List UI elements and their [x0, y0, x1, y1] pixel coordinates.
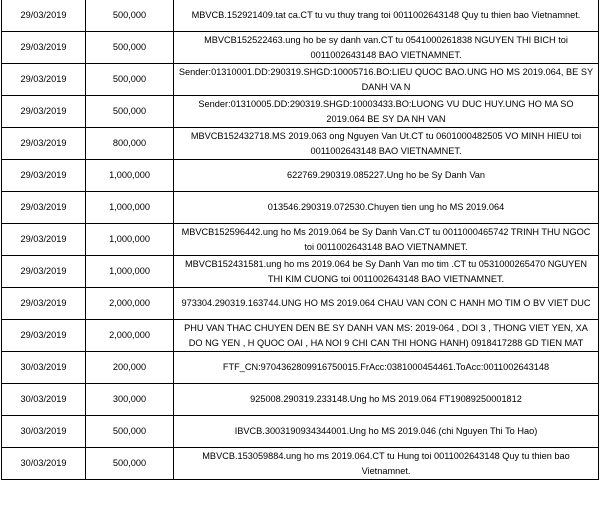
date-cell: 29/03/2019 — [2, 96, 86, 128]
table-row — [2, 416, 599, 448]
date-cell: 29/03/2019 — [2, 32, 86, 64]
description-cell: 925008.290319.233148.Ung ho MS 2019.064 FT19089250001812 — [174, 384, 599, 416]
table-row — [2, 128, 599, 160]
date-cell: 29/03/2019 — [2, 192, 86, 224]
description-cell: MBVCB152431581.ung ho ms 2019.064 be Sy Danh Van mo tim .CT tu 0531000265470 NGUYEN THI KIM CUONG toi 0011002643148 BAO VIETNAMNET. — [174, 256, 599, 288]
description-cell: Sender:01310001.DD:290319.SHGD:10005716.BO:LIEU QUOC BAO.UNG HO MS 2019.064, BE SY DANH VA N — [174, 64, 599, 96]
description-cell: 973304.290319.163744.UNG HO MS 2019.064 CHAU VAN CON C HANH MO TIM O BV VIET DUC — [174, 288, 599, 320]
amount-cell: 500,000 — [86, 64, 174, 96]
amount-cell: 1,000,000 — [86, 192, 174, 224]
table-row — [2, 0, 599, 32]
amount-cell: 500,000 — [86, 32, 174, 64]
date-cell: 29/03/2019 — [2, 0, 86, 32]
amount-cell: 1,000,000 — [86, 256, 174, 288]
description-cell: Sender:01310005.DD:290319.SHGD:10003433.BO:LUONG VU DUC HUY.UNG HO MA SO 2019.064 BE SY DA NH VAN — [174, 96, 599, 128]
description-cell: FTF_CN:9704362809916750015.FrAcc:0381000454461.ToAcc:0011002643148 — [174, 352, 599, 384]
table-row — [2, 96, 599, 128]
description-cell: MBVCB.152921409.tat ca.CT tu vu thuy trang toi 0011002643148 Quy tu thien bao Vietnamnet. — [174, 0, 599, 32]
table-row — [2, 448, 599, 480]
description-cell: MBVCB.153059884.ung ho ms 2019.064.CT tu Hung toi 0011002643148 Quy tu thien bao Vietnamnet. — [174, 448, 599, 480]
amount-cell: 800,000 — [86, 128, 174, 160]
description-cell: PHU VAN THAC CHUYEN DEN BE SY DANH VAN MS: 2019-064 , DOI 3 , THONG VIET YEN, XA DO NG YEN , H QUOC OAI , HA NOI 9 CHI CAN THI HONG HANH) 0918417288 GD TIEN MAT — [174, 320, 599, 352]
table-row — [2, 256, 599, 288]
amount-cell: 500,000 — [86, 416, 174, 448]
donation-table-body — [2, 0, 599, 480]
description-cell: MBVCB152522463.ung ho be sy danh van.CT tu 0541000261838 NGUYEN THI BICH toi 0011002643148 BAO VIETNAMNET. — [174, 32, 599, 64]
date-cell: 29/03/2019 — [2, 128, 86, 160]
amount-cell: 200,000 — [86, 352, 174, 384]
amount-cell: 500,000 — [86, 448, 174, 480]
table-row — [2, 160, 599, 192]
table-row — [2, 224, 599, 256]
date-cell: 30/03/2019 — [2, 352, 86, 384]
date-cell: 29/03/2019 — [2, 64, 86, 96]
description-cell: 013546.290319.072530.Chuyen tien ung ho MS 2019.064 — [174, 192, 599, 224]
description-cell: IBVCB.3003190934344001.Ung ho MS 2019.046 (chi Nguyen Thi To Hao) — [174, 416, 599, 448]
date-cell: 29/03/2019 — [2, 224, 86, 256]
amount-cell: 500,000 — [86, 0, 174, 32]
table-row — [2, 64, 599, 96]
table-row — [2, 384, 599, 416]
table-row — [2, 192, 599, 224]
description-cell: 622769.290319.085227.Ung ho be Sy Danh Van — [174, 160, 599, 192]
date-cell: 30/03/2019 — [2, 448, 86, 480]
date-cell: 30/03/2019 — [2, 416, 86, 448]
date-cell: 29/03/2019 — [2, 256, 86, 288]
table-row — [2, 288, 599, 320]
donation-table — [1, 0, 599, 480]
date-cell: 29/03/2019 — [2, 160, 86, 192]
description-cell: MBVCB152596442.ung ho Ms 2019.064 be Sy Danh Van.CT tu 0011000465742 TRINH THU NGOC toi 0011002643148 BAO VIETNAMNET. — [174, 224, 599, 256]
amount-cell: 2,000,000 — [86, 320, 174, 352]
amount-cell: 1,000,000 — [86, 160, 174, 192]
amount-cell: 500,000 — [86, 96, 174, 128]
table-row — [2, 320, 599, 352]
date-cell: 30/03/2019 — [2, 384, 86, 416]
amount-cell: 2,000,000 — [86, 288, 174, 320]
amount-cell: 300,000 — [86, 384, 174, 416]
table-row — [2, 32, 599, 64]
amount-cell: 1,000,000 — [86, 224, 174, 256]
date-cell: 29/03/2019 — [2, 320, 86, 352]
description-cell: MBVCB152432718.MS 2019.063 ong Nguyen Van Ut.CT tu 0601000482505 VO MINH HIEU toi 0011002643148 BAO VIETNAMNET. — [174, 128, 599, 160]
table-row — [2, 352, 599, 384]
date-cell: 29/03/2019 — [2, 288, 86, 320]
